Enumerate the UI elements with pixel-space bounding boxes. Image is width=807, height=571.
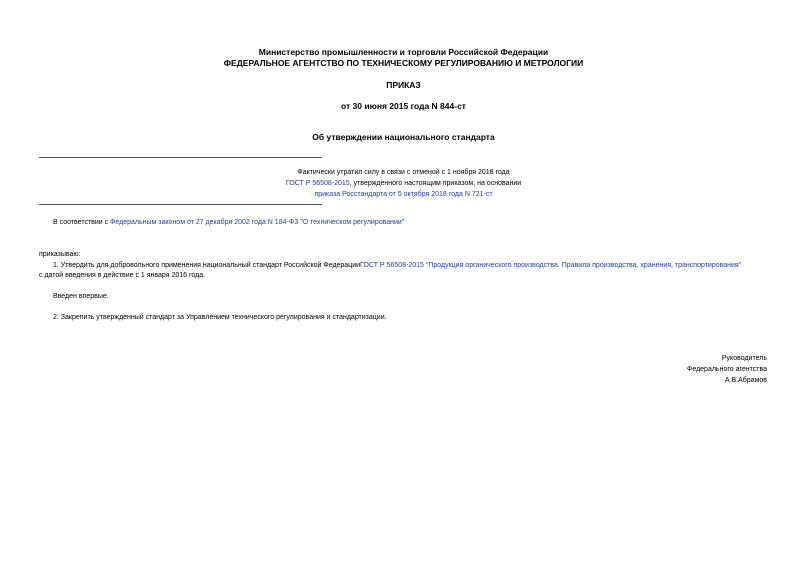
item1-line2: с датой введения в действие с 1 января 2016 года. xyxy=(39,272,206,279)
validity-note-line2 xyxy=(0,180,807,187)
document-subject: Об утверждении национального стандарта xyxy=(312,132,495,142)
rosstandart-order-link[interactable]: приказа Росстандарта от 5 октября 2018 года N 721-ст xyxy=(314,191,493,198)
validity-note-text: Фактически утратил силу в связи с отменой с 1 ноября 2018 года xyxy=(297,169,510,176)
item1-prefix: 1. Утвердить для добровольного применения национальный стандарт Российской Федерации xyxy=(53,262,361,269)
agency-name: ФЕДЕРАЛЬНОЕ АГЕНТСТВО ПО ТЕХНИЧЕСКОМУ РЕГУЛИРОВАНИЮ И МЕТРОЛОГИИ xyxy=(223,58,584,68)
gost-link[interactable]: ГОСТ Р 56508-2015 xyxy=(285,180,350,187)
signature-name: А.В.Абрамов xyxy=(724,377,767,384)
item1-line1 xyxy=(53,262,741,269)
top-divider xyxy=(39,157,322,158)
gost-standard-link[interactable]: ГОСТ Р 56508-2015 "Продукция органического производства. Правила производства, хранения, транспортирования" xyxy=(360,262,742,269)
item2: 2. Закрепить утвержденный стандарт за Управлением технического регулирования и стандартизации. xyxy=(53,314,387,321)
document-date-number: от 30 июня 2015 года N 844-ст xyxy=(341,101,466,111)
ministry-name: Министерство промышленности и торговли Российской Федерации xyxy=(258,47,549,57)
bottom-divider xyxy=(39,204,322,205)
order-word: приказываю: xyxy=(39,251,81,258)
validity-note-line3 xyxy=(0,191,807,198)
federal-law-link[interactable]: Федеральным законом от 27 декабря 2002 года N 184-ФЗ "О техническом регулировании" xyxy=(110,219,405,226)
intro-prefix: В соответствии с xyxy=(53,219,111,226)
signature-title1: Руководитель xyxy=(721,355,767,362)
document-type: ПРИКАЗ xyxy=(386,80,421,90)
validity-note-text2: , утвержденного настоящим приказом, на основании xyxy=(349,180,522,187)
validity-note-line1 xyxy=(0,169,807,176)
intro-paragraph xyxy=(53,219,404,226)
introduced-note: Введен впервые. xyxy=(53,293,109,300)
signature-title2: Федерального агентства xyxy=(687,366,767,373)
